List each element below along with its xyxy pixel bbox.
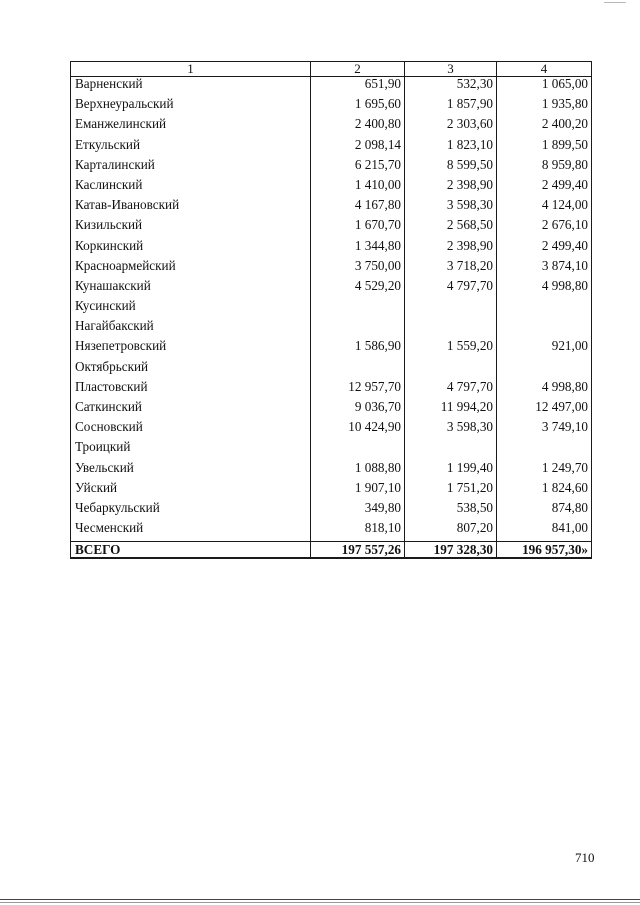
column-header: 1 bbox=[71, 62, 311, 77]
table-row bbox=[71, 461, 592, 481]
scan-mark bbox=[604, 2, 626, 3]
value-col-3: 1 823,10 bbox=[405, 138, 497, 158]
table-row bbox=[71, 501, 592, 521]
value-col-3 bbox=[405, 299, 497, 319]
value-col-2: 1 088,80 bbox=[311, 461, 405, 481]
value-col-3: 1 751,20 bbox=[405, 481, 497, 501]
header-row bbox=[71, 62, 592, 77]
value-col-3: 2 303,60 bbox=[405, 117, 497, 137]
value-col-2: 3 750,00 bbox=[311, 259, 405, 279]
district-name: Катав-Ивановский bbox=[71, 198, 311, 218]
value-col-2: 1 344,80 bbox=[311, 239, 405, 259]
value-col-4: 921,00 bbox=[497, 339, 592, 359]
district-name: Саткинский bbox=[71, 400, 311, 420]
district-name: Коркинский bbox=[71, 239, 311, 259]
column-header: 4 bbox=[497, 62, 592, 77]
value-col-3: 2 398,90 bbox=[405, 178, 497, 198]
value-col-4: 2 676,10 bbox=[497, 218, 592, 238]
value-col-3 bbox=[405, 360, 497, 380]
district-name: Карталинский bbox=[71, 158, 311, 178]
value-col-2: 651,90 bbox=[311, 77, 405, 98]
value-col-3: 1 559,20 bbox=[405, 339, 497, 359]
district-name: Еманжелинский bbox=[71, 117, 311, 137]
page-number: 710 bbox=[575, 850, 595, 865]
district-name: Кунашакский bbox=[71, 279, 311, 299]
total-label: ВСЕГО bbox=[71, 542, 311, 559]
value-col-4: 12 497,00 bbox=[497, 400, 592, 420]
value-col-2: 1 410,00 bbox=[311, 178, 405, 198]
value-col-3: 532,30 bbox=[405, 77, 497, 98]
district-name: Октябрьский bbox=[71, 360, 311, 380]
value-col-4: 841,00 bbox=[497, 521, 592, 542]
value-col-4: 4 998,80 bbox=[497, 279, 592, 299]
value-col-2: 2 400,80 bbox=[311, 117, 405, 137]
value-col-2 bbox=[311, 440, 405, 460]
table-row bbox=[71, 158, 592, 178]
table-row bbox=[71, 117, 592, 137]
value-col-3: 1 199,40 bbox=[405, 461, 497, 481]
table-row bbox=[71, 77, 592, 98]
value-col-3: 538,50 bbox=[405, 501, 497, 521]
value-col-3: 4 797,70 bbox=[405, 279, 497, 299]
district-name: Чебаркульский bbox=[71, 501, 311, 521]
district-name: Кизильский bbox=[71, 218, 311, 238]
value-col-4: 1 935,80 bbox=[497, 97, 592, 117]
value-col-3: 2 568,50 bbox=[405, 218, 497, 238]
value-col-2: 4 529,20 bbox=[311, 279, 405, 299]
value-col-2: 818,10 bbox=[311, 521, 405, 542]
table-row bbox=[71, 380, 592, 400]
page-bottom-rule bbox=[0, 902, 640, 903]
column-header: 2 bbox=[311, 62, 405, 77]
value-col-4: 8 959,80 bbox=[497, 158, 592, 178]
value-col-4: 3 874,10 bbox=[497, 259, 592, 279]
table-row bbox=[71, 178, 592, 198]
value-col-2: 12 957,70 bbox=[311, 380, 405, 400]
district-name: Верхнеуральский bbox=[71, 97, 311, 117]
value-col-2: 1 670,70 bbox=[311, 218, 405, 238]
district-name: Уйский bbox=[71, 481, 311, 501]
district-name: Сосновский bbox=[71, 420, 311, 440]
district-name: Пластовский bbox=[71, 380, 311, 400]
table-row bbox=[71, 239, 592, 259]
value-col-2: 1 695,60 bbox=[311, 97, 405, 117]
value-col-2: 6 215,70 bbox=[311, 158, 405, 178]
total-value: 197 328,30 bbox=[405, 542, 497, 559]
table-row bbox=[71, 299, 592, 319]
district-name: Троицкий bbox=[71, 440, 311, 460]
district-name: Нагайбакский bbox=[71, 319, 311, 339]
district-name: Варненский bbox=[71, 77, 311, 98]
table-row bbox=[71, 319, 592, 339]
value-col-3: 11 994,20 bbox=[405, 400, 497, 420]
total-value: 196 957,30» bbox=[497, 542, 592, 559]
value-col-2: 4 167,80 bbox=[311, 198, 405, 218]
district-name: Еткульский bbox=[71, 138, 311, 158]
table-row bbox=[71, 521, 592, 542]
value-col-2 bbox=[311, 360, 405, 380]
district-name: Чесменский bbox=[71, 521, 311, 542]
value-col-2: 2 098,14 bbox=[311, 138, 405, 158]
table-row bbox=[71, 198, 592, 218]
table-row bbox=[71, 481, 592, 501]
total-value: 197 557,26 bbox=[311, 542, 405, 559]
value-col-4: 3 749,10 bbox=[497, 420, 592, 440]
table-row bbox=[71, 279, 592, 299]
value-col-4: 2 499,40 bbox=[497, 178, 592, 198]
value-col-3: 8 599,50 bbox=[405, 158, 497, 178]
table-row bbox=[71, 420, 592, 440]
value-col-3: 4 797,70 bbox=[405, 380, 497, 400]
value-col-4: 2 400,20 bbox=[497, 117, 592, 137]
value-col-4 bbox=[497, 299, 592, 319]
value-col-4: 4 124,00 bbox=[497, 198, 592, 218]
total-row bbox=[71, 542, 592, 559]
value-col-4: 1 899,50 bbox=[497, 138, 592, 158]
table-body bbox=[71, 77, 592, 559]
table-row bbox=[71, 339, 592, 359]
value-col-3: 3 598,30 bbox=[405, 420, 497, 440]
value-col-4: 2 499,40 bbox=[497, 239, 592, 259]
value-col-4: 1 249,70 bbox=[497, 461, 592, 481]
value-col-2: 1 907,10 bbox=[311, 481, 405, 501]
value-col-4: 1 065,00 bbox=[497, 77, 592, 98]
district-name: Каслинский bbox=[71, 178, 311, 198]
district-name: Кусинский bbox=[71, 299, 311, 319]
value-col-2 bbox=[311, 319, 405, 339]
value-col-3: 1 857,90 bbox=[405, 97, 497, 117]
value-col-3: 3 718,20 bbox=[405, 259, 497, 279]
value-col-3: 2 398,90 bbox=[405, 239, 497, 259]
table-row bbox=[71, 138, 592, 158]
data-table bbox=[70, 61, 592, 559]
table-row bbox=[71, 97, 592, 117]
value-col-4 bbox=[497, 360, 592, 380]
value-col-3: 3 598,30 bbox=[405, 198, 497, 218]
table-row bbox=[71, 218, 592, 238]
table-row bbox=[71, 259, 592, 279]
value-col-3: 807,20 bbox=[405, 521, 497, 542]
value-col-4: 1 824,60 bbox=[497, 481, 592, 501]
district-name: Увельский bbox=[71, 461, 311, 481]
column-header: 3 bbox=[405, 62, 497, 77]
table-row bbox=[71, 360, 592, 380]
value-col-3 bbox=[405, 319, 497, 339]
value-col-4 bbox=[497, 319, 592, 339]
value-col-2: 1 586,90 bbox=[311, 339, 405, 359]
page-bottom-rule bbox=[0, 899, 640, 900]
value-col-2: 10 424,90 bbox=[311, 420, 405, 440]
district-name: Красноармейский bbox=[71, 259, 311, 279]
value-col-4 bbox=[497, 440, 592, 460]
table-row bbox=[71, 440, 592, 460]
value-col-3 bbox=[405, 440, 497, 460]
value-col-2 bbox=[311, 299, 405, 319]
district-name: Нязепетровский bbox=[71, 339, 311, 359]
value-col-4: 4 998,80 bbox=[497, 380, 592, 400]
value-col-4: 874,80 bbox=[497, 501, 592, 521]
table-row bbox=[71, 400, 592, 420]
value-col-2: 9 036,70 bbox=[311, 400, 405, 420]
value-col-2: 349,80 bbox=[311, 501, 405, 521]
